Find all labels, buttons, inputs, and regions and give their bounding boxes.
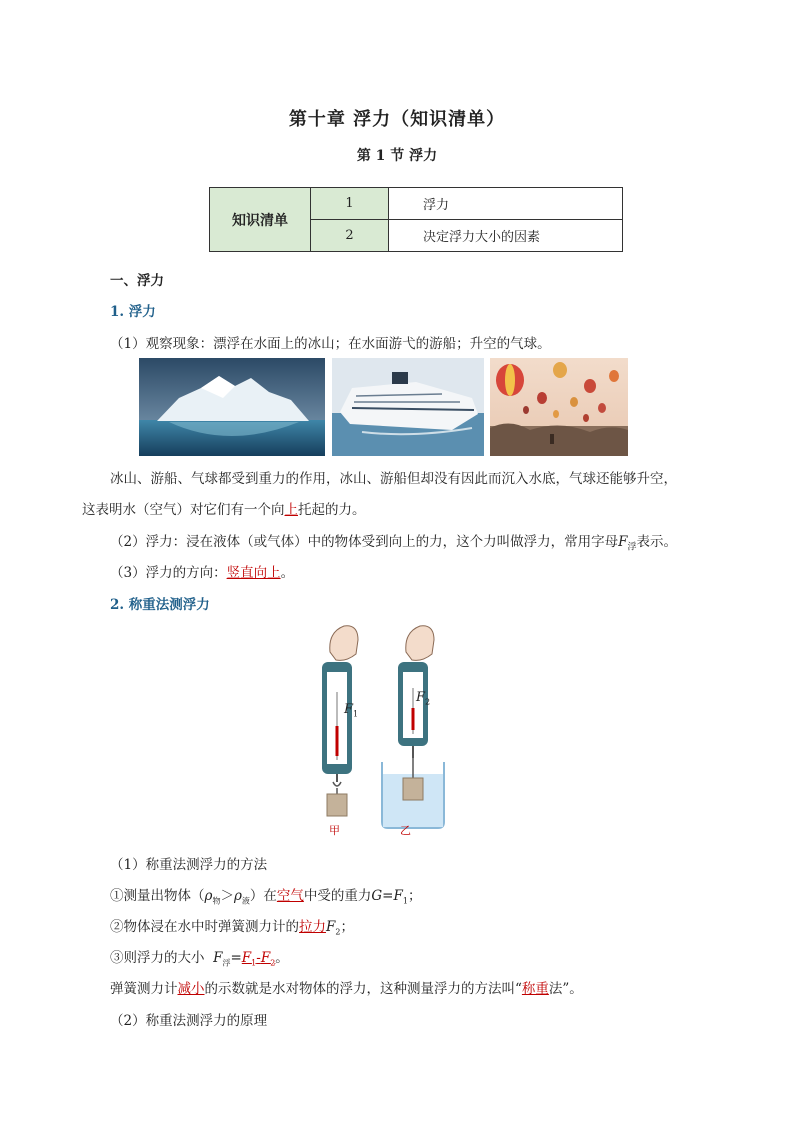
page-title: 第十章 浮力（知识清单） — [288, 109, 506, 130]
hot-air-balloons-photo — [490, 358, 628, 456]
answer-air: 空气 — [276, 888, 304, 904]
cruise-ship-photo — [332, 358, 484, 456]
formula-sub: 1 — [402, 896, 408, 906]
minus: - — [256, 950, 261, 966]
label-f2-letter: F — [416, 690, 426, 705]
direction-text-end: 。 — [280, 565, 295, 581]
step2-end: ； — [340, 919, 354, 935]
answer-up: 上 — [284, 502, 298, 518]
observation-text: （1）观察现象：漂浮在水面上的冰山；在水面游弋的游船；升空的气球。 — [110, 336, 551, 352]
direction-text: （3）浮力的方向： — [110, 565, 227, 581]
rho-symbol: ρ — [233, 888, 242, 904]
caption-left: 甲 — [329, 824, 340, 837]
direction-line — [110, 561, 294, 581]
step1-end: ； — [407, 888, 422, 904]
explanation-line-1: 冰山、游船、气球都受到重力的作用，冰山、游船但却没有因此而沉入水底，气球还能够升空， — [110, 471, 677, 487]
hand-icon — [330, 626, 358, 661]
knowledge-table — [209, 187, 623, 252]
answer-weighing: 称重 — [521, 981, 549, 997]
definition-line — [110, 530, 677, 553]
label-f2-sub: 2 — [425, 697, 431, 707]
symbol-f: F — [260, 950, 271, 966]
symbol-sub: 1 — [251, 958, 257, 968]
answer-pull-force: 拉力 — [299, 919, 326, 935]
section-subtitle: 第 1 节 浮力 — [356, 148, 438, 164]
label-f1-letter: F — [344, 702, 354, 717]
weighing-explanation — [110, 977, 583, 997]
table-topic-cell: 决定浮力大小的因素 — [389, 220, 623, 252]
spring-scale-figure — [300, 622, 500, 837]
label-f2 — [416, 690, 430, 707]
weighing-text: 弹簧测力计 — [110, 981, 178, 997]
step1-text: 中受的重力 — [303, 888, 372, 904]
explanation-text: 这表明水（空气）对它们有一个向 — [82, 502, 285, 518]
iceberg-photo — [139, 358, 325, 456]
explanation-line-2 — [82, 498, 366, 518]
rho-sub-liquid: 液 — [241, 896, 250, 906]
caption-right: 乙 — [400, 824, 411, 837]
greater-than: ＞ — [220, 888, 234, 904]
table-header-cell: 知识清单 — [210, 188, 311, 252]
answer-decrease: 减小 — [177, 981, 205, 997]
label-f1-sub: 1 — [353, 709, 359, 719]
symbol-f: F — [326, 919, 336, 935]
rho-sub-object: 物 — [212, 896, 221, 906]
table-num-cell: 2 — [311, 220, 389, 252]
subheading-weighing-method: 2. 称重法测浮力 — [110, 597, 210, 613]
weighing-text: 的示数就是水对物体的浮力，这种测量浮力的方法叫“ — [204, 981, 522, 997]
symbol-f: F — [213, 950, 223, 966]
step1-text: ）在 — [249, 888, 277, 904]
hand-icon — [406, 626, 434, 661]
answer-vertical-up: 竖直向上 — [226, 565, 281, 581]
symbol-sub: 2 — [335, 927, 341, 937]
table-num-cell: 1 — [311, 188, 389, 220]
symbol-sub: 2 — [270, 958, 276, 968]
definition-text-end: 表示。 — [636, 534, 677, 550]
symbol-f: F — [618, 534, 628, 550]
explanation-text-end: 托起的力。 — [298, 502, 366, 518]
answer-difference — [242, 950, 276, 966]
heading-buoyancy: 一、浮力 — [110, 273, 164, 289]
step-2 — [110, 915, 354, 937]
symbol-f: F — [241, 950, 252, 966]
step1-text: ①测量出物体（ — [110, 888, 205, 904]
step3-text: ③则浮力的大小 — [110, 950, 214, 966]
step2-text: ②物体浸在水中时弹簧测力计的 — [110, 919, 299, 935]
symbol-sub-float: 浮 — [222, 958, 231, 968]
weighing-text-end: 法”。 — [548, 981, 583, 997]
rho-symbol: ρ — [204, 888, 213, 904]
principle-title: （2）称重法测浮力的原理 — [110, 1013, 268, 1029]
step-3 — [110, 946, 289, 969]
formula-g: G=F — [371, 888, 403, 904]
label-f1 — [344, 702, 358, 719]
table-row — [210, 188, 623, 220]
step-1 — [110, 884, 421, 907]
subheading-buoyancy: 1. 浮力 — [110, 304, 156, 320]
equals: = — [230, 950, 242, 966]
definition-text: （2）浮力：浸在液体（或气体）中的物体受到向上的力，这个力叫做浮力，常用字母 — [110, 534, 619, 550]
step3-end: 。 — [275, 950, 289, 966]
method-title: （1）称重法测浮力的方法 — [110, 857, 268, 873]
symbol-sub-float: 浮 — [627, 542, 637, 553]
table-topic-cell: 浮力 — [389, 188, 623, 220]
